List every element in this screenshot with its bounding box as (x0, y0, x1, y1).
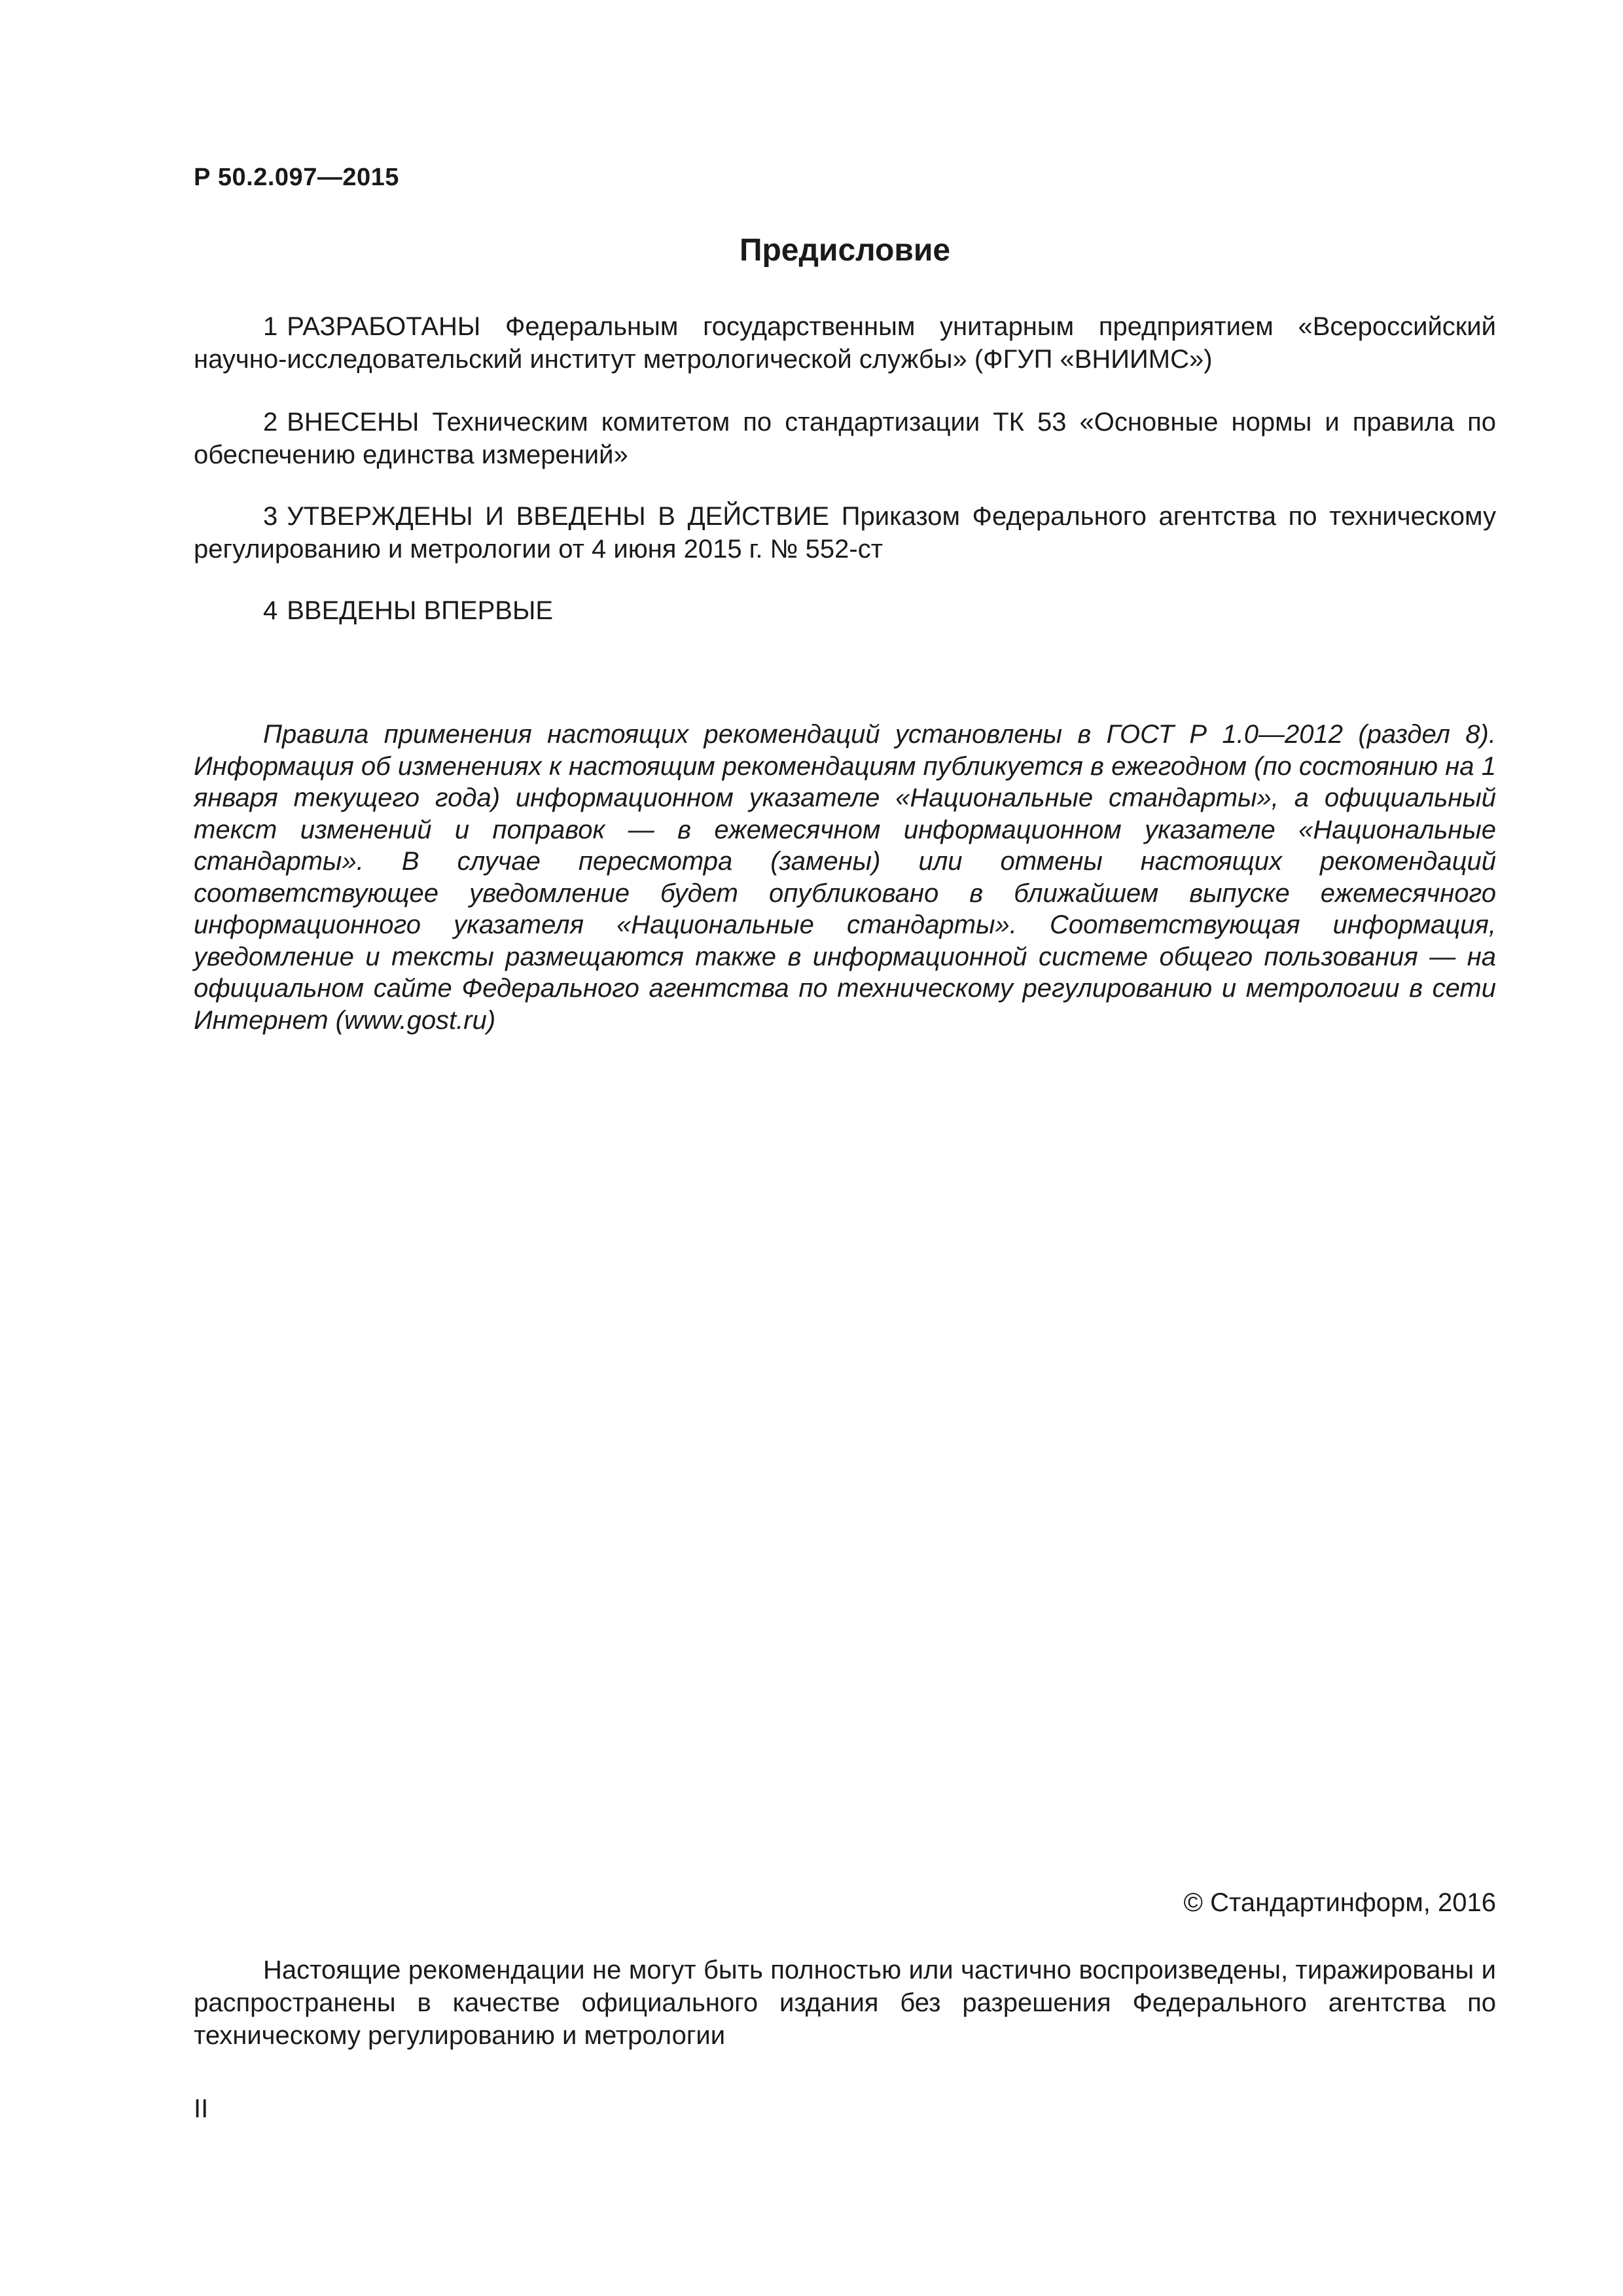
item-lead: ВВЕДЕНЫ ВПЕРВЫЕ (287, 596, 554, 625)
item-lead: РАЗРАБОТАНЫ (287, 312, 481, 341)
preface-item-introduced (194, 406, 1496, 471)
copyright-notice: © Стандартинформ, 2016 (1183, 1888, 1496, 1917)
item-text: Техническим комитетом по стандартизации ТК 53 «Основные нормы и правила по обеспечению единства измерений» (194, 408, 1496, 469)
item-text: Приказом Федерального агентства по техническому регулированию и метрологии от 4 июня 2015 г. № 552-ст (194, 502, 1496, 564)
page-title: Предисловие (739, 233, 951, 268)
preface-item-first-introduced (194, 594, 1496, 627)
item-number: 4 (263, 596, 278, 625)
item-number: 3 (263, 502, 278, 531)
item-number: 2 (263, 408, 278, 437)
item-text: Федеральным государственным унитарным предприятием «Всероссийский научно-исследовательский институт метрологической службы» (ФГУП «ВНИИМС») (194, 312, 1496, 374)
preface-item-approved (194, 500, 1496, 565)
reproduction-rights-notice: Настоящие рекомендации не могут быть полностью или частично воспроизведены, тиражированы и распространены в качестве официального издания без разрешения Федерального агентства по техническому регулированию и метрологии (194, 1956, 1496, 2050)
preface-item-developed (194, 310, 1496, 376)
application-rules-notice: Правила применения настоящих рекомендаций установлены в ГОСТ Р 1.0—2012 (раздел 8). Информация об изменениях к настоящим рекомендациям публикуется в ежегодном (по состоянию на 1 января текущего года) информационном указателе «Национальные стандарты», а официальный текст изменений и поправок — в ежемесячном информационном указателе «Национальные стандарты». В случае пересмотра (замены) или отмены настоящих рекомендаций соответствующее уведомление будет опубликовано в ближайшем выпуске ежемесячного информационного указателя «Национальные стандарты». Соответствующая информация, уведомление и тексты размещаются также в информационной системе общего пользования — на официальном сайте Федерального агентства по техническому регулированию и метрологии в сети Интернет (www.gost.ru) (194, 720, 1496, 1035)
item-lead: ВНЕСЕНЫ (287, 408, 419, 437)
page-number: II (194, 2094, 209, 2123)
item-number: 1 (263, 312, 278, 341)
item-lead: УТВЕРЖДЕНЫ И ВВЕДЕНЫ В ДЕЙСТВИЕ (287, 502, 830, 531)
document-code: Р 50.2.097—2015 (194, 164, 399, 191)
